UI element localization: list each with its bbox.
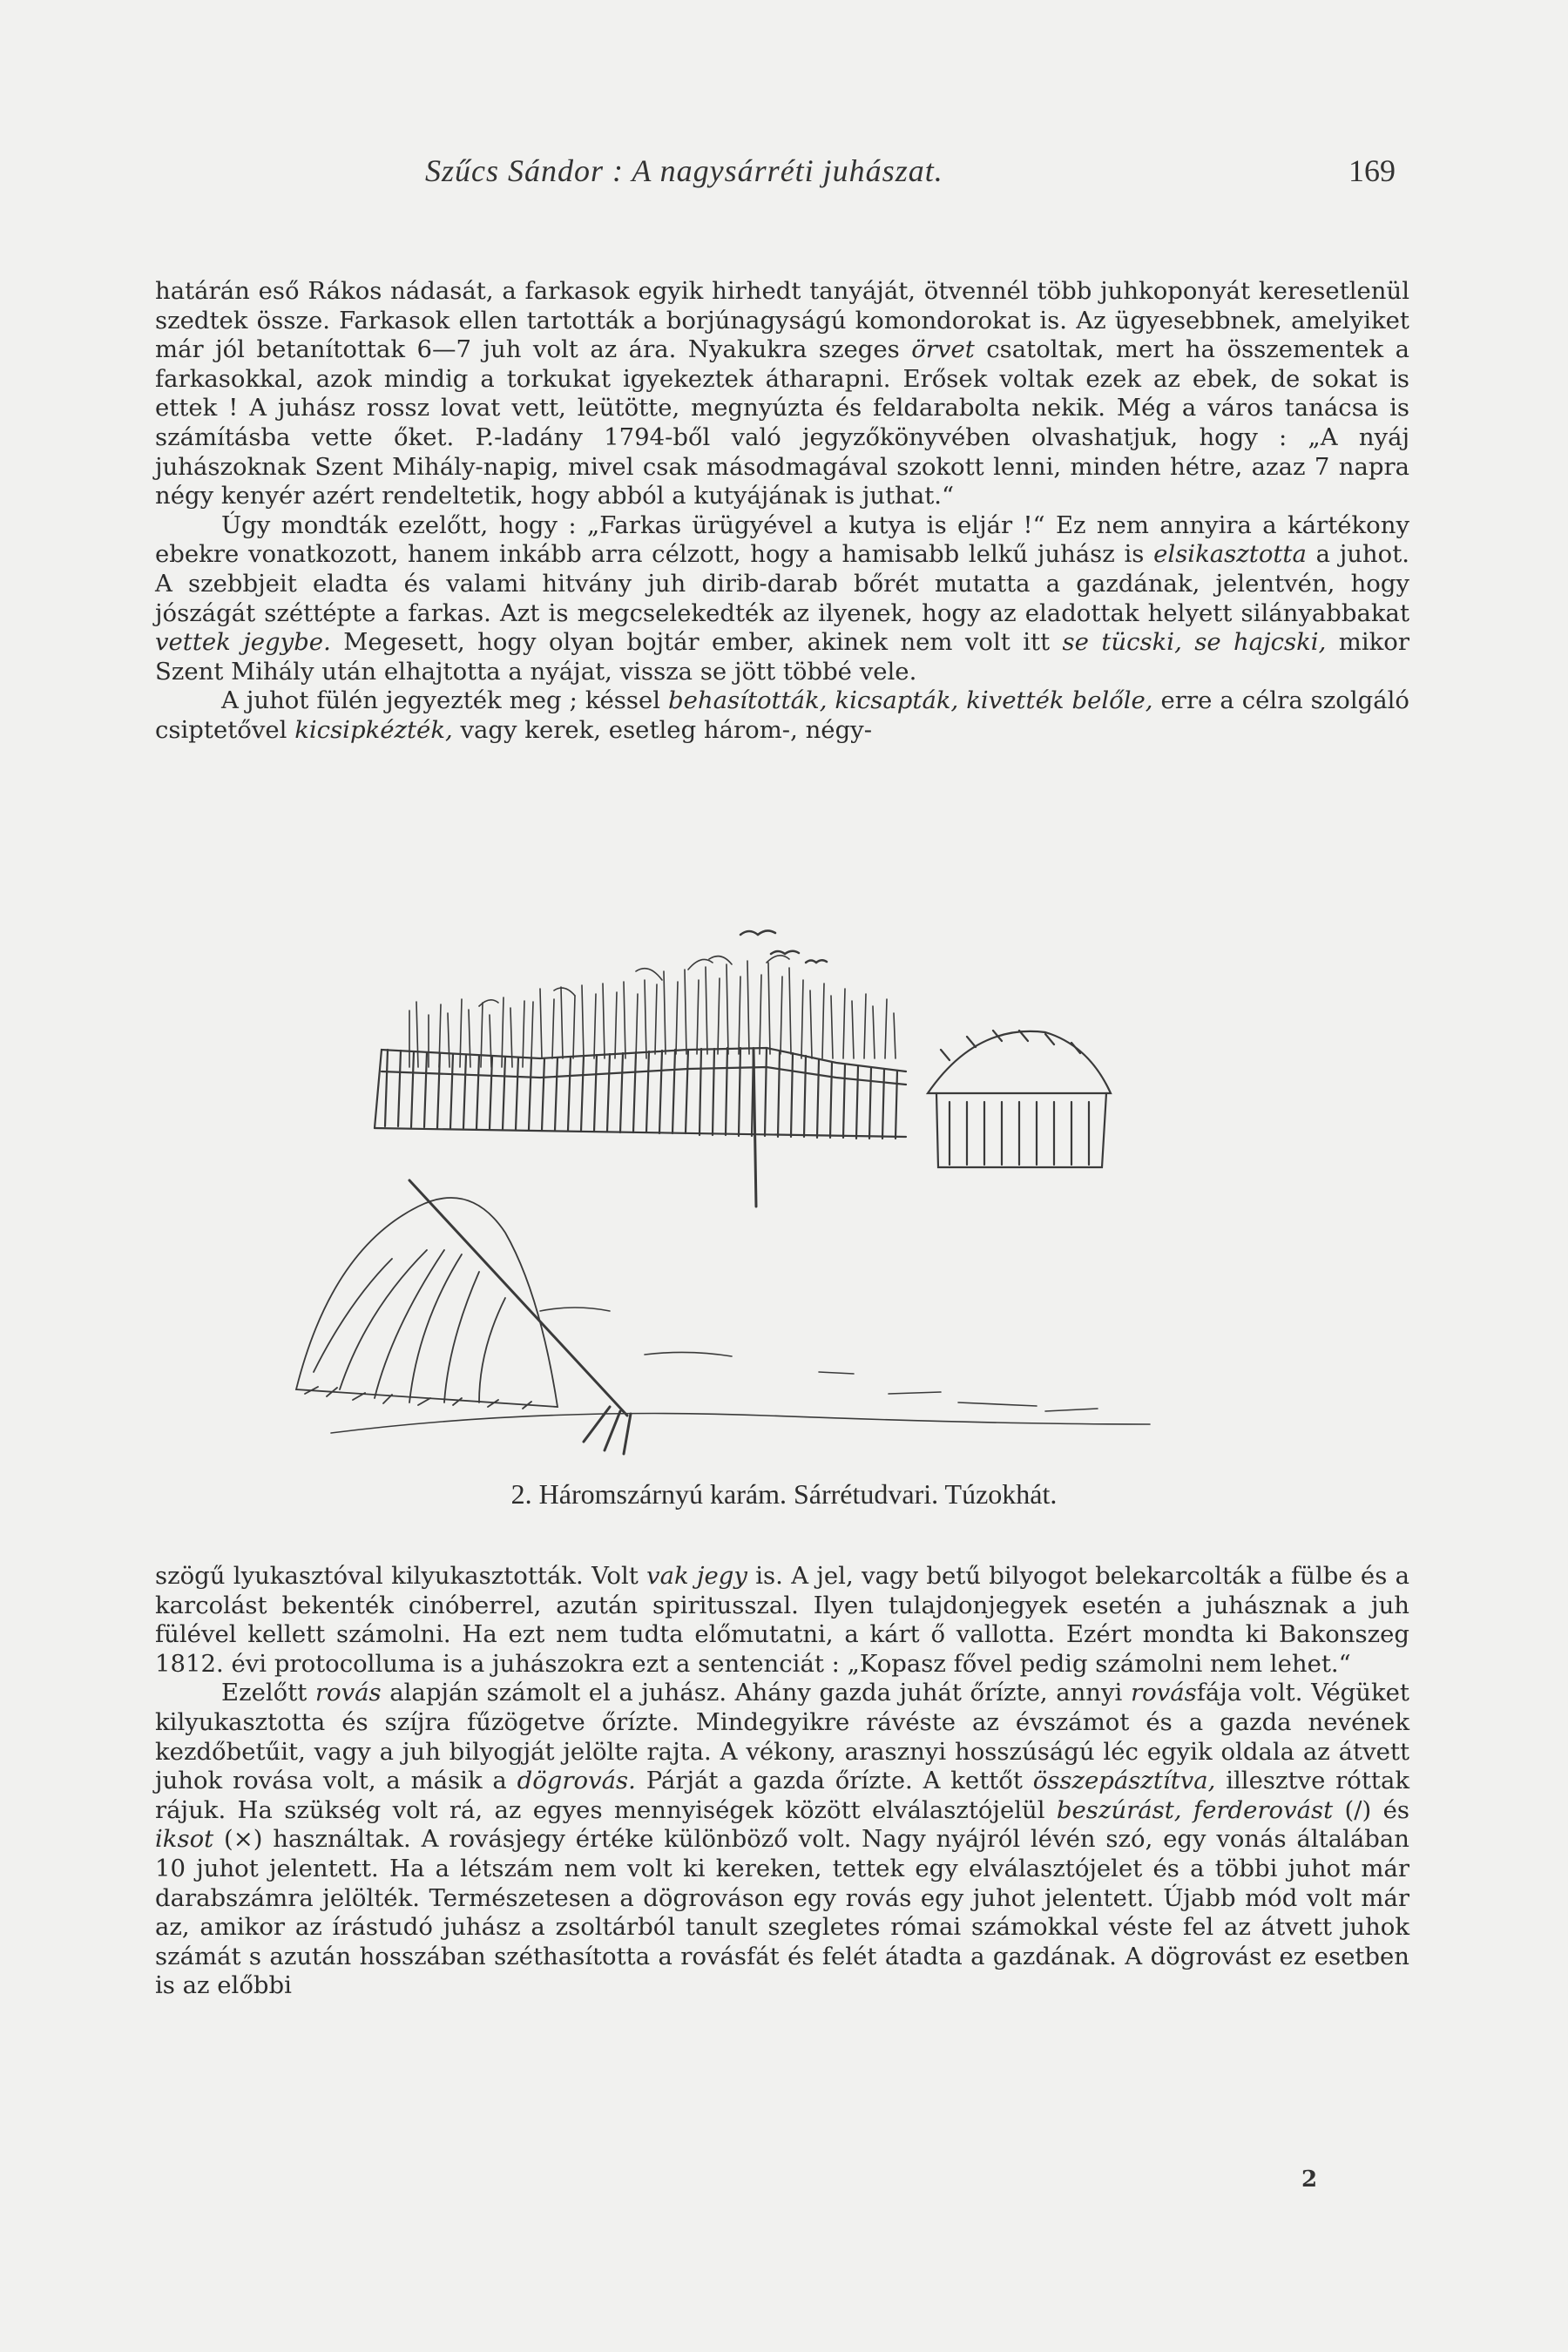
text-run: erre a célra szolgáló csiptetővel	[155, 686, 1409, 744]
text-run: (×) használtak. A rovásjegy értéke különböző volt. Nagy nyájról lévén szó, egy vonás általában 10 juhot jelentett. Ha a létszám nem volt ki kereken, tettek egy elválasztójelet és a többi juhot már darabszámra jelölték. Természetesen a dögrováson egy rovás egy juhot jelentett. Újabb mód volt már az, amikor az írástudó juhász a zsoltárból tanult szegletes római számokkal véste fel az átvett juhok számát s azután hosszában széthasította a rovásfát és felét átadta a gazdának. A dögrovást ez esetben is az előbbi	[155, 1825, 1409, 2000]
text-run: A juhot fülén jegyezték meg ; késsel	[221, 686, 669, 715]
text-run: Megesett, hogy olyan bojtár ember, akinek nem volt itt	[330, 628, 1063, 657]
paragraph	[155, 686, 1409, 745]
italic-term: dögrovás.	[517, 1767, 636, 1795]
paragraph	[155, 1679, 1409, 2001]
body-text-top	[155, 277, 1409, 746]
text-run: határán eső Rákos nádasát, a farkasok egyik hirhedt tanyáját, ötvennél több juhkoponyát keresetlenül szedtek össze. Farkasok ellen tartották a borjúnagyságú komondorokat is. Az ügyesebbnek, amelyiket már jól betanítottak 6—7 juh volt az ára. Nyakukra szeges	[155, 277, 1409, 364]
italic-term: rovás	[314, 1679, 382, 1707]
running-title: Szűcs Sándor : A nagysárréti juhászat.	[425, 153, 943, 188]
italic-term: vak jegy	[646, 1562, 747, 1590]
paragraph	[155, 1562, 1409, 1679]
italic-term: örvet	[911, 335, 975, 364]
wooden-fence	[375, 1048, 906, 1206]
italic-term: elsikasztotta	[1153, 540, 1307, 569]
italic-term: rovás	[1130, 1679, 1197, 1707]
text-run: Párját a gazda őrízte. A kettőt	[635, 1767, 1033, 1795]
italic-term: iksot	[155, 1825, 214, 1854]
text-run: (/) és	[1333, 1795, 1409, 1824]
text-run: fája volt. Végüket kilyukasztotta és szíjra fűzögetve őrízte. Mindegyikre rávéste az évszámot és a gazda nevének kezdőbetűit, vagy a juh bilyogját jelölte rajta. A vékony, arasznyi hosszúságú léc egyik oldala az átvett juhok rovása volt, a másik a	[155, 1679, 1409, 1795]
text-run: alapján számolt el a juhász. Ahány gazda juhát őrízte, annyi	[381, 1679, 1131, 1707]
text-run: mikor Szent Mihály után elhajtotta a nyájat, vissza se jött többé vele.	[155, 628, 1409, 686]
text-run: szögű lyukasztóval kilyukasztották. Volt	[155, 1562, 647, 1590]
hay-pile	[296, 1198, 558, 1409]
italic-term: vettek jegybe.	[155, 628, 331, 657]
ground-lines	[331, 1308, 1150, 1433]
printer-signature-mark: 2	[1301, 2166, 1318, 2193]
page-number: 169	[1348, 153, 1396, 188]
pitchfork	[409, 1180, 631, 1454]
body-text-bottom	[155, 1562, 1409, 2001]
text-run: is. A jel, vagy betű bilyogot belekarcolták a fülbe és a karcolást bekenték cinóberrel, azután spiritusszal. Ilyen tulajdonjegyek esetén a juhásznak a juh fülével kellett számolni. Ha ezt nem tudta előmutatni, a kárt ő vallotta. Ezért mondta ki Bakonszeg 1812. évi protocolluma is a juhászokra ezt a sentenciát : „Kopasz fővel pedig számolni nem lehet.“	[155, 1562, 1410, 1678]
birds-icon	[740, 930, 827, 963]
figure-caption: 2. Háromszárnyú karám. Sárrétudvari. Túzokhát.	[510, 1478, 1058, 1510]
italic-term: kicsipkézték,	[294, 715, 453, 744]
text-run: Ezelőtt	[221, 1679, 315, 1707]
italic-term: behasították, kicsapták, kivették belőle,	[668, 686, 1153, 715]
italic-term: beszúrást, ferderovást	[1056, 1795, 1334, 1824]
reed-hedge	[409, 956, 896, 1067]
text-run: csatoltak, mert ha összementek a farkasokkal, azok mindig a torkukat igyekeztek átharapni. Erősek voltak ezek az ebek, de sokat is ettek ! A juhász rossz lovat vett, leütötte, megnyúzta és feldarabolta nekik. Még a város tanácsa is számításba vette őket. P.-ladány 1794-ből való jegyzőkönyvében olvashatjuk, hogy : „A nyáj juhászoknak Szent Mihály-napig, mivel csak másodmagával szokott lenni, minden hétre, azaz 7 napra négy kenyér azért rendeltetik, hogy abból a kutyájának is juthat.“	[155, 335, 1409, 510]
paragraph	[155, 511, 1409, 687]
italic-term: se tücski, se hajcski,	[1062, 628, 1327, 657]
running-head	[0, 152, 1568, 196]
shed	[928, 1031, 1111, 1167]
text-run: Úgy mondták ezelőtt, hogy : „Farkas ürügyével a kutya is eljár !“ Ez nem annyira a kártékony ebekre vonatkozott, hanem inkább arra célzott, hogy a hamisabb lelkű juhász is	[155, 510, 1409, 569]
sheepfold-drawing	[279, 919, 1254, 1459]
text-run: vagy kerek, esetleg három-, négy-	[452, 715, 872, 744]
figure-sheepfold-illustration	[279, 919, 1254, 1459]
text-run: illesztve róttak rájuk. Ha szükség volt rá, az egyes mennyiségek között elválasztójelül	[155, 1767, 1410, 1824]
text-run: a juhot. A szebbjeit eladta és valami hitvány juh dirib-darab bőrét mutatta a gazdának, jelentvén, hogy jószágát széttépte a farkas. Azt is megcselekedték az ilyenek, hogy az eladottak helyett silányabbakat	[155, 540, 1409, 627]
italic-term: összepásztítva,	[1032, 1767, 1216, 1795]
paragraph	[155, 277, 1409, 511]
